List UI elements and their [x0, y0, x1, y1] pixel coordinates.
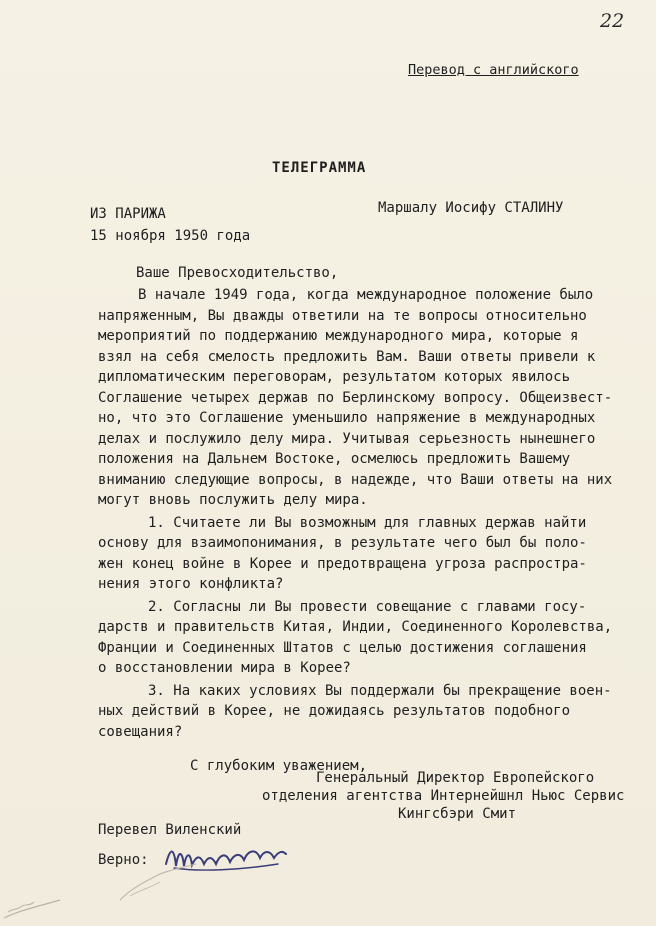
body-line: мероприятий по поддержанию международного мира, которые я	[98, 328, 579, 344]
origin-place: ИЗ ПАРИЖА	[90, 206, 166, 222]
body-line: Соглашение четырех держав по Берлинскому вопросу. Общеизвест-	[98, 389, 613, 406]
body-line: делах и послужило делу мира. Учитывая серьезность нынешнего	[98, 430, 596, 447]
body-line: напряженным, Вы дважды ответили на те вопросы относительно	[98, 307, 587, 324]
letter-body	[98, 285, 656, 742]
signer-title-2: отделения агентства Интернейшнл Ньюс Сервис	[262, 788, 625, 804]
question-line: 1. Считаете ли Вы возможным для главных держав найти	[148, 514, 587, 531]
verified-label: Верно:	[98, 852, 149, 868]
translation-note: Перевод с английского	[408, 62, 579, 78]
question-line: Франции и Соединенных Штатов с целью достижения соглашения	[98, 639, 587, 656]
body-line: вниманию следующие вопросы, в надежде, что Ваши ответы на них	[98, 471, 613, 488]
question-line: 3. На каких условиях Вы поддержали бы прекращение воен-	[148, 682, 612, 699]
body-line: положения на Дальнем Востоке, осмелюсь предложить Вашему	[98, 451, 571, 467]
page-number: 22	[600, 10, 625, 32]
body-line: взял на себя смелость предложить Вам. Ваши ответы привели к	[98, 348, 596, 365]
question-line: 2. Согласны ли Вы провести совещание с главами госу-	[148, 598, 587, 615]
question-line: нения этого конфликта?	[98, 576, 284, 592]
addressee: Маршалу Иосифу СТАЛИНУ	[378, 200, 564, 216]
signer-title-1: Генеральный Директор Европейского	[316, 770, 595, 786]
question-line: совещания?	[98, 723, 183, 740]
body-line: дипломатическим переговорам, результатом которых явилось	[98, 369, 571, 385]
signer-name: Кингсбэри Смит	[398, 806, 517, 822]
body-line: В начале 1949 года, когда международное положение было	[138, 287, 594, 303]
telegram-date: 15 ноября 1950 года	[90, 228, 251, 244]
salutation: Ваше Превосходительство,	[136, 265, 339, 281]
translator: Перевел Виленский	[98, 822, 242, 838]
margin-pencil-marks	[0, 860, 200, 920]
closing: С глубоким уважением,	[190, 758, 368, 774]
document-title: ТЕЛЕГРАММА	[272, 160, 367, 176]
question-line: о восстановлении мира в Корее?	[98, 660, 351, 676]
question-line: ных действий в Корее, не дожидаясь результатов подобного	[98, 703, 571, 719]
question-line: жен конец войне в Корее и предотвращена угроза распростра-	[98, 555, 587, 572]
body-line: но, что это Соглашение уменьшило напряжение в международных	[98, 410, 596, 426]
question-line: основу для взаимопонимания, в результате чего был бы поло-	[98, 535, 587, 551]
body-line: могут вновь послужить делу мира.	[98, 492, 368, 508]
question-line: дарств и правительств Китая, Индии, Соединенного Королевства,	[98, 619, 613, 635]
